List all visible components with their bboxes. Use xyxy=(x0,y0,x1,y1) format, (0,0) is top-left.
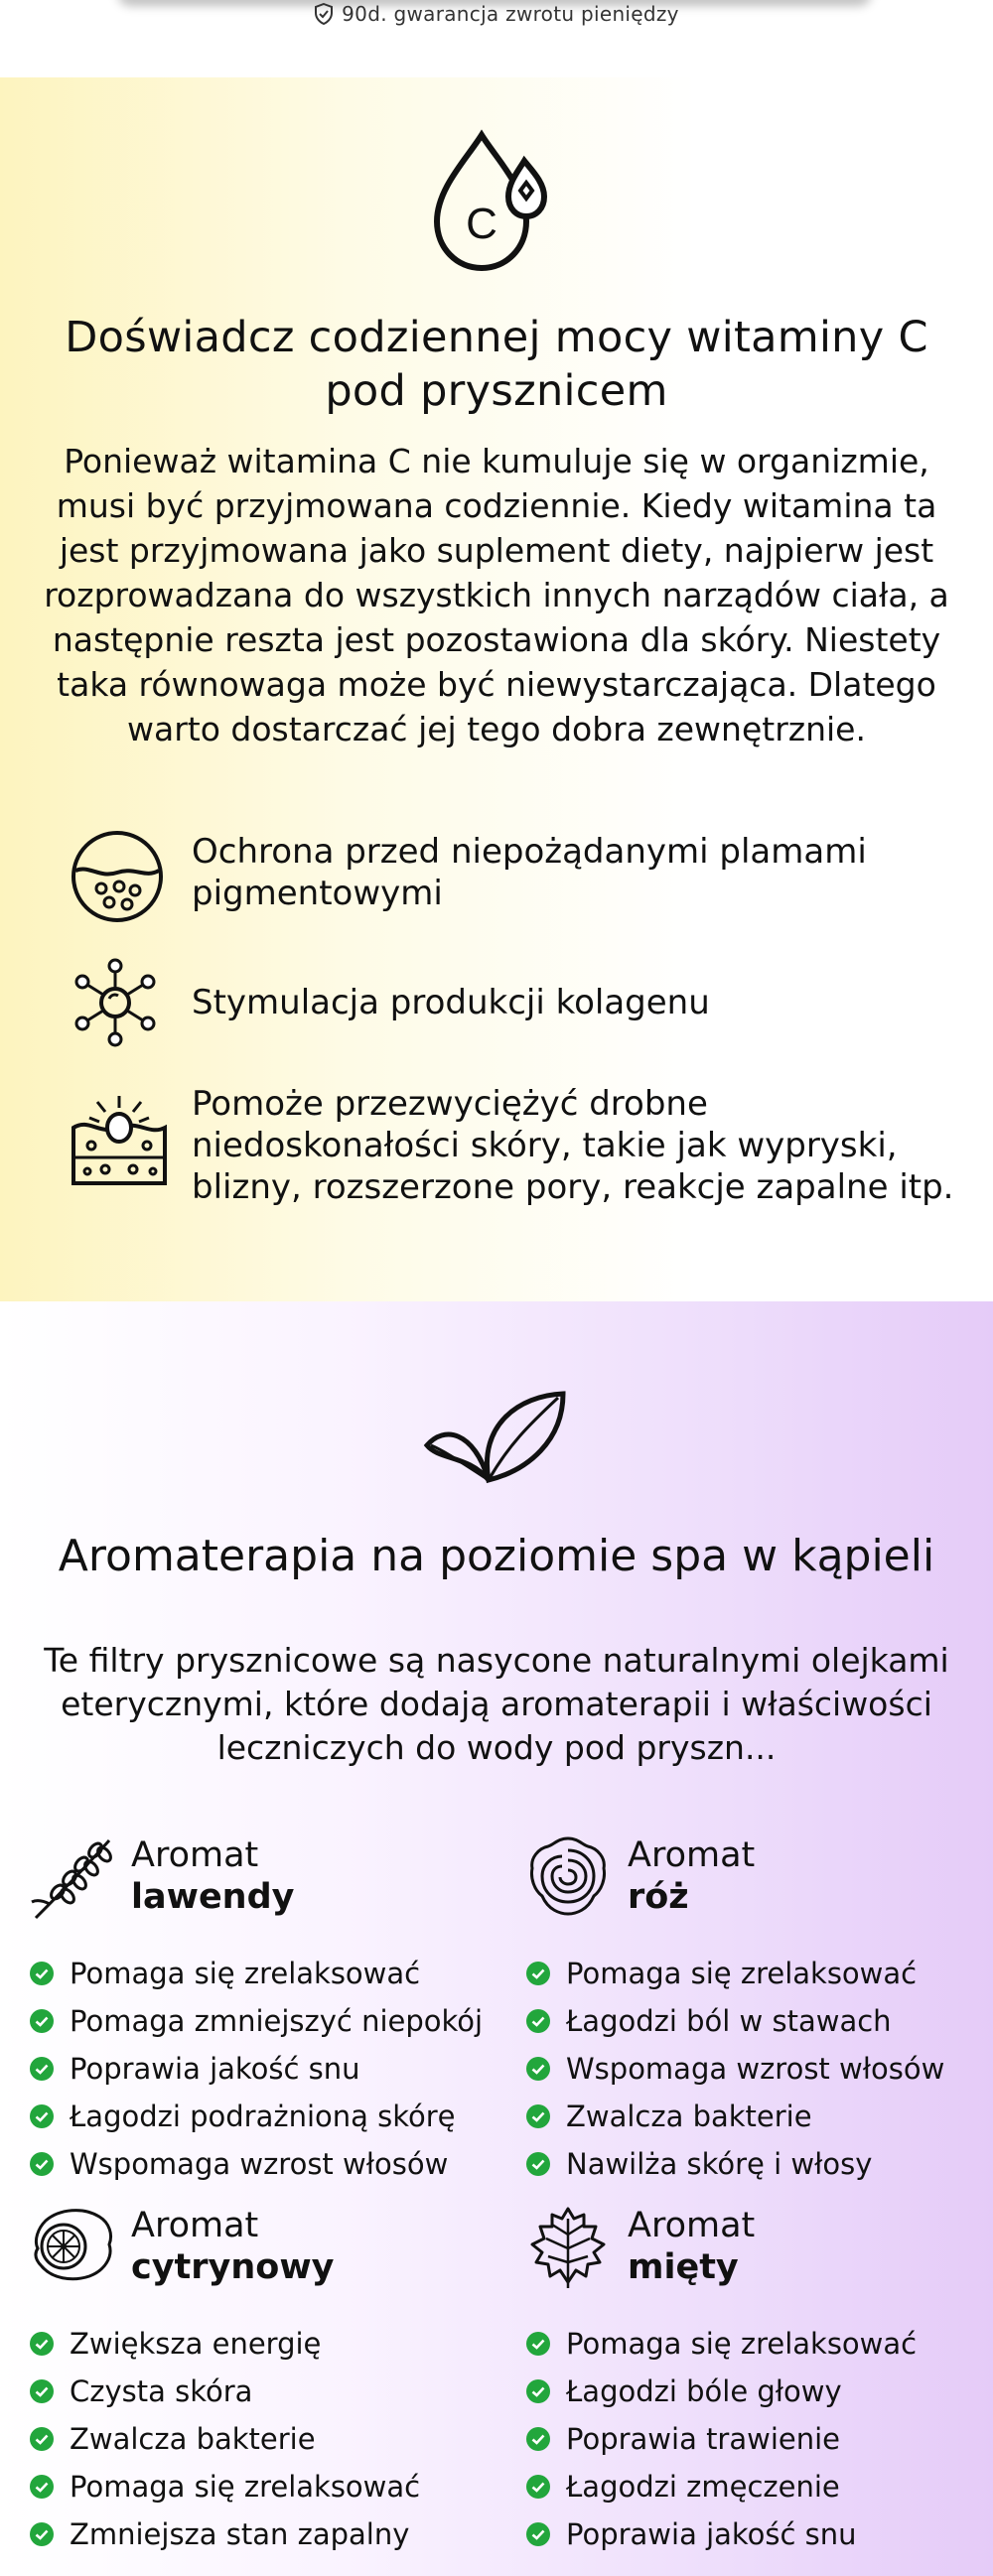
benefit-text: Poprawia jakość snu xyxy=(566,2517,857,2551)
guarantee-strip xyxy=(0,0,993,77)
check-circle-icon xyxy=(30,2475,54,2499)
check-circle-icon xyxy=(30,1962,54,1985)
benefit-item xyxy=(30,2463,420,2510)
aroma-name: mięty xyxy=(628,2247,739,2287)
benefit-list xyxy=(526,1950,944,2188)
vitamin-title: Doświadcz codziennej mocy witaminy C pod prysznicem xyxy=(65,313,928,416)
skin-pigment-icon xyxy=(70,829,165,924)
mint-leaf-icon xyxy=(526,2205,610,2288)
benefit-text: Zwiększa energię xyxy=(70,2327,322,2361)
check-circle-icon xyxy=(526,2152,550,2176)
vitamin-c-drop-icon xyxy=(427,127,566,276)
check-circle-icon xyxy=(30,2427,54,2451)
guarantee-line xyxy=(0,2,993,26)
check-circle-icon xyxy=(30,2379,54,2403)
benefit-item xyxy=(526,2140,944,2188)
feature-text: Ochrona przed niepożądanymi plamami pigmentowymi xyxy=(192,832,867,913)
benefit-list xyxy=(526,2320,917,2558)
lemon-icon xyxy=(30,2205,115,2284)
lavender-icon xyxy=(30,1834,117,1922)
check-circle-icon xyxy=(526,1962,550,1985)
benefit-text: Czysta skóra xyxy=(70,2374,253,2408)
benefit-text: Zmniejsza stan zapalny xyxy=(70,2517,410,2551)
aroma-name: róż xyxy=(628,1877,689,1917)
check-circle-icon xyxy=(30,2009,54,2033)
aromatherapy-section xyxy=(0,1301,993,2576)
benefit-text: Pomaga się zrelaksować xyxy=(566,2327,918,2361)
aroma-prefix: Aromat xyxy=(628,1835,756,1875)
benefit-list xyxy=(30,1950,483,2188)
benefit-item xyxy=(526,2415,917,2463)
benefit-item xyxy=(526,2510,917,2558)
benefit-text: Nawilża skórę i włosy xyxy=(566,2147,873,2181)
benefit-text: Łagodzi bóle głowy xyxy=(566,2374,842,2408)
check-circle-icon xyxy=(526,2379,550,2403)
benefit-item xyxy=(30,2415,420,2463)
benefit-item xyxy=(30,1997,483,2045)
check-circle-icon xyxy=(526,2104,550,2128)
benefit-item xyxy=(30,2320,420,2368)
aromatherapy-description: Te filtry prysznicowe są nasycone naturalnymi olejkami eterycznymi, które dodają aromaterapii i właściwości leczniczych do wody pod pryszn... xyxy=(44,1641,949,1767)
aroma-name: lawendy xyxy=(131,1877,295,1917)
aroma-card-title xyxy=(131,2205,334,2288)
guarantee-text: 90d. gwarancja zwrotu pieniędzy xyxy=(342,2,679,26)
check-circle-icon xyxy=(526,2522,550,2546)
benefit-item xyxy=(30,2093,483,2140)
check-circle-icon xyxy=(30,2332,54,2356)
benefit-item xyxy=(526,1997,944,2045)
aroma-prefix: Aromat xyxy=(628,2206,756,2245)
benefit-item xyxy=(526,2093,944,2140)
aroma-prefix: Aromat xyxy=(131,2206,259,2245)
benefit-text: Wspomaga wzrost włosów xyxy=(566,2052,945,2086)
benefit-text: Pomaga zmniejszyć niepokój xyxy=(70,2004,484,2038)
benefit-item xyxy=(30,2045,483,2093)
check-circle-icon xyxy=(526,2332,550,2356)
benefit-item xyxy=(526,1950,944,1997)
benefit-item xyxy=(30,2140,483,2188)
benefit-item xyxy=(30,1950,483,1997)
benefit-text: Zwalcza bakterie xyxy=(566,2100,812,2133)
feature-text: Stymulacja produkcji kolagenu xyxy=(192,983,710,1022)
check-circle-icon xyxy=(526,2427,550,2451)
benefit-item xyxy=(526,2320,917,2368)
benefit-text: Pomaga się zrelaksować xyxy=(566,1957,918,1990)
benefit-text: Zwalcza bakterie xyxy=(70,2422,316,2456)
vitamin-c-section xyxy=(0,77,993,1301)
feature-text: Pomoże przezwyciężyć drobne niedoskonałości skóry, takie jak wypryski, blizny, rozszerzone pory, reakcje zapalne itp. xyxy=(192,1084,954,1207)
benefit-item xyxy=(30,2510,420,2558)
aroma-name: cytrynowy xyxy=(131,2247,335,2287)
svg-text:C: C xyxy=(466,200,497,248)
check-circle-icon xyxy=(526,2475,550,2499)
check-circle-icon xyxy=(30,2104,54,2128)
rose-icon xyxy=(526,1834,610,1918)
benefit-text: Łagodzi zmęczenie xyxy=(566,2470,840,2504)
check-circle-icon xyxy=(30,2522,54,2546)
aromatherapy-title: Aromaterapia na poziomie spa w kąpieli xyxy=(58,1531,935,1581)
skin-blemish-icon xyxy=(70,1088,169,1187)
benefit-list xyxy=(30,2320,420,2558)
aroma-card-title xyxy=(131,1834,294,1918)
benefit-text: Pomaga się zrelaksować xyxy=(70,2470,421,2504)
check-circle-icon xyxy=(30,2152,54,2176)
check-circle-icon xyxy=(526,2009,550,2033)
aroma-card-title xyxy=(628,2205,755,2288)
check-circle-icon xyxy=(30,2057,54,2081)
benefit-text: Wspomaga wzrost włosów xyxy=(70,2147,449,2181)
aroma-prefix: Aromat xyxy=(131,1835,259,1875)
aroma-card-title xyxy=(628,1834,755,1918)
benefit-text: Poprawia trawienie xyxy=(566,2422,841,2456)
benefit-item xyxy=(526,2463,917,2510)
benefit-text: Łagodzi podrażnioną skórę xyxy=(70,2100,456,2133)
benefit-item xyxy=(526,2045,944,2093)
check-circle-icon xyxy=(526,2057,550,2081)
benefit-text: Łagodzi ból w stawach xyxy=(566,2004,892,2038)
benefit-text: Pomaga się zrelaksować xyxy=(70,1957,421,1990)
collagen-molecule-icon xyxy=(70,957,161,1048)
shield-check-icon xyxy=(314,3,334,25)
leaves-icon xyxy=(419,1386,568,1485)
vitamin-description: Ponieważ witamina C nie kumuluje się w organizmie, musi być przyjmowana codziennie. Kiedy witamina ta jest przyjmowana jako suplement diety, najpierw jest rozprowadzana do wszystkich innych narządów ciała, a następnie reszta jest pozostawiona dla skóry. Niestety taka równowaga może być niewystarczająca. Dlatego warto dostarczać jej tego dobra zewnętrznie. xyxy=(44,442,949,748)
benefit-item xyxy=(30,2368,420,2415)
benefit-text: Poprawia jakość snu xyxy=(70,2052,360,2086)
benefit-item xyxy=(526,2368,917,2415)
